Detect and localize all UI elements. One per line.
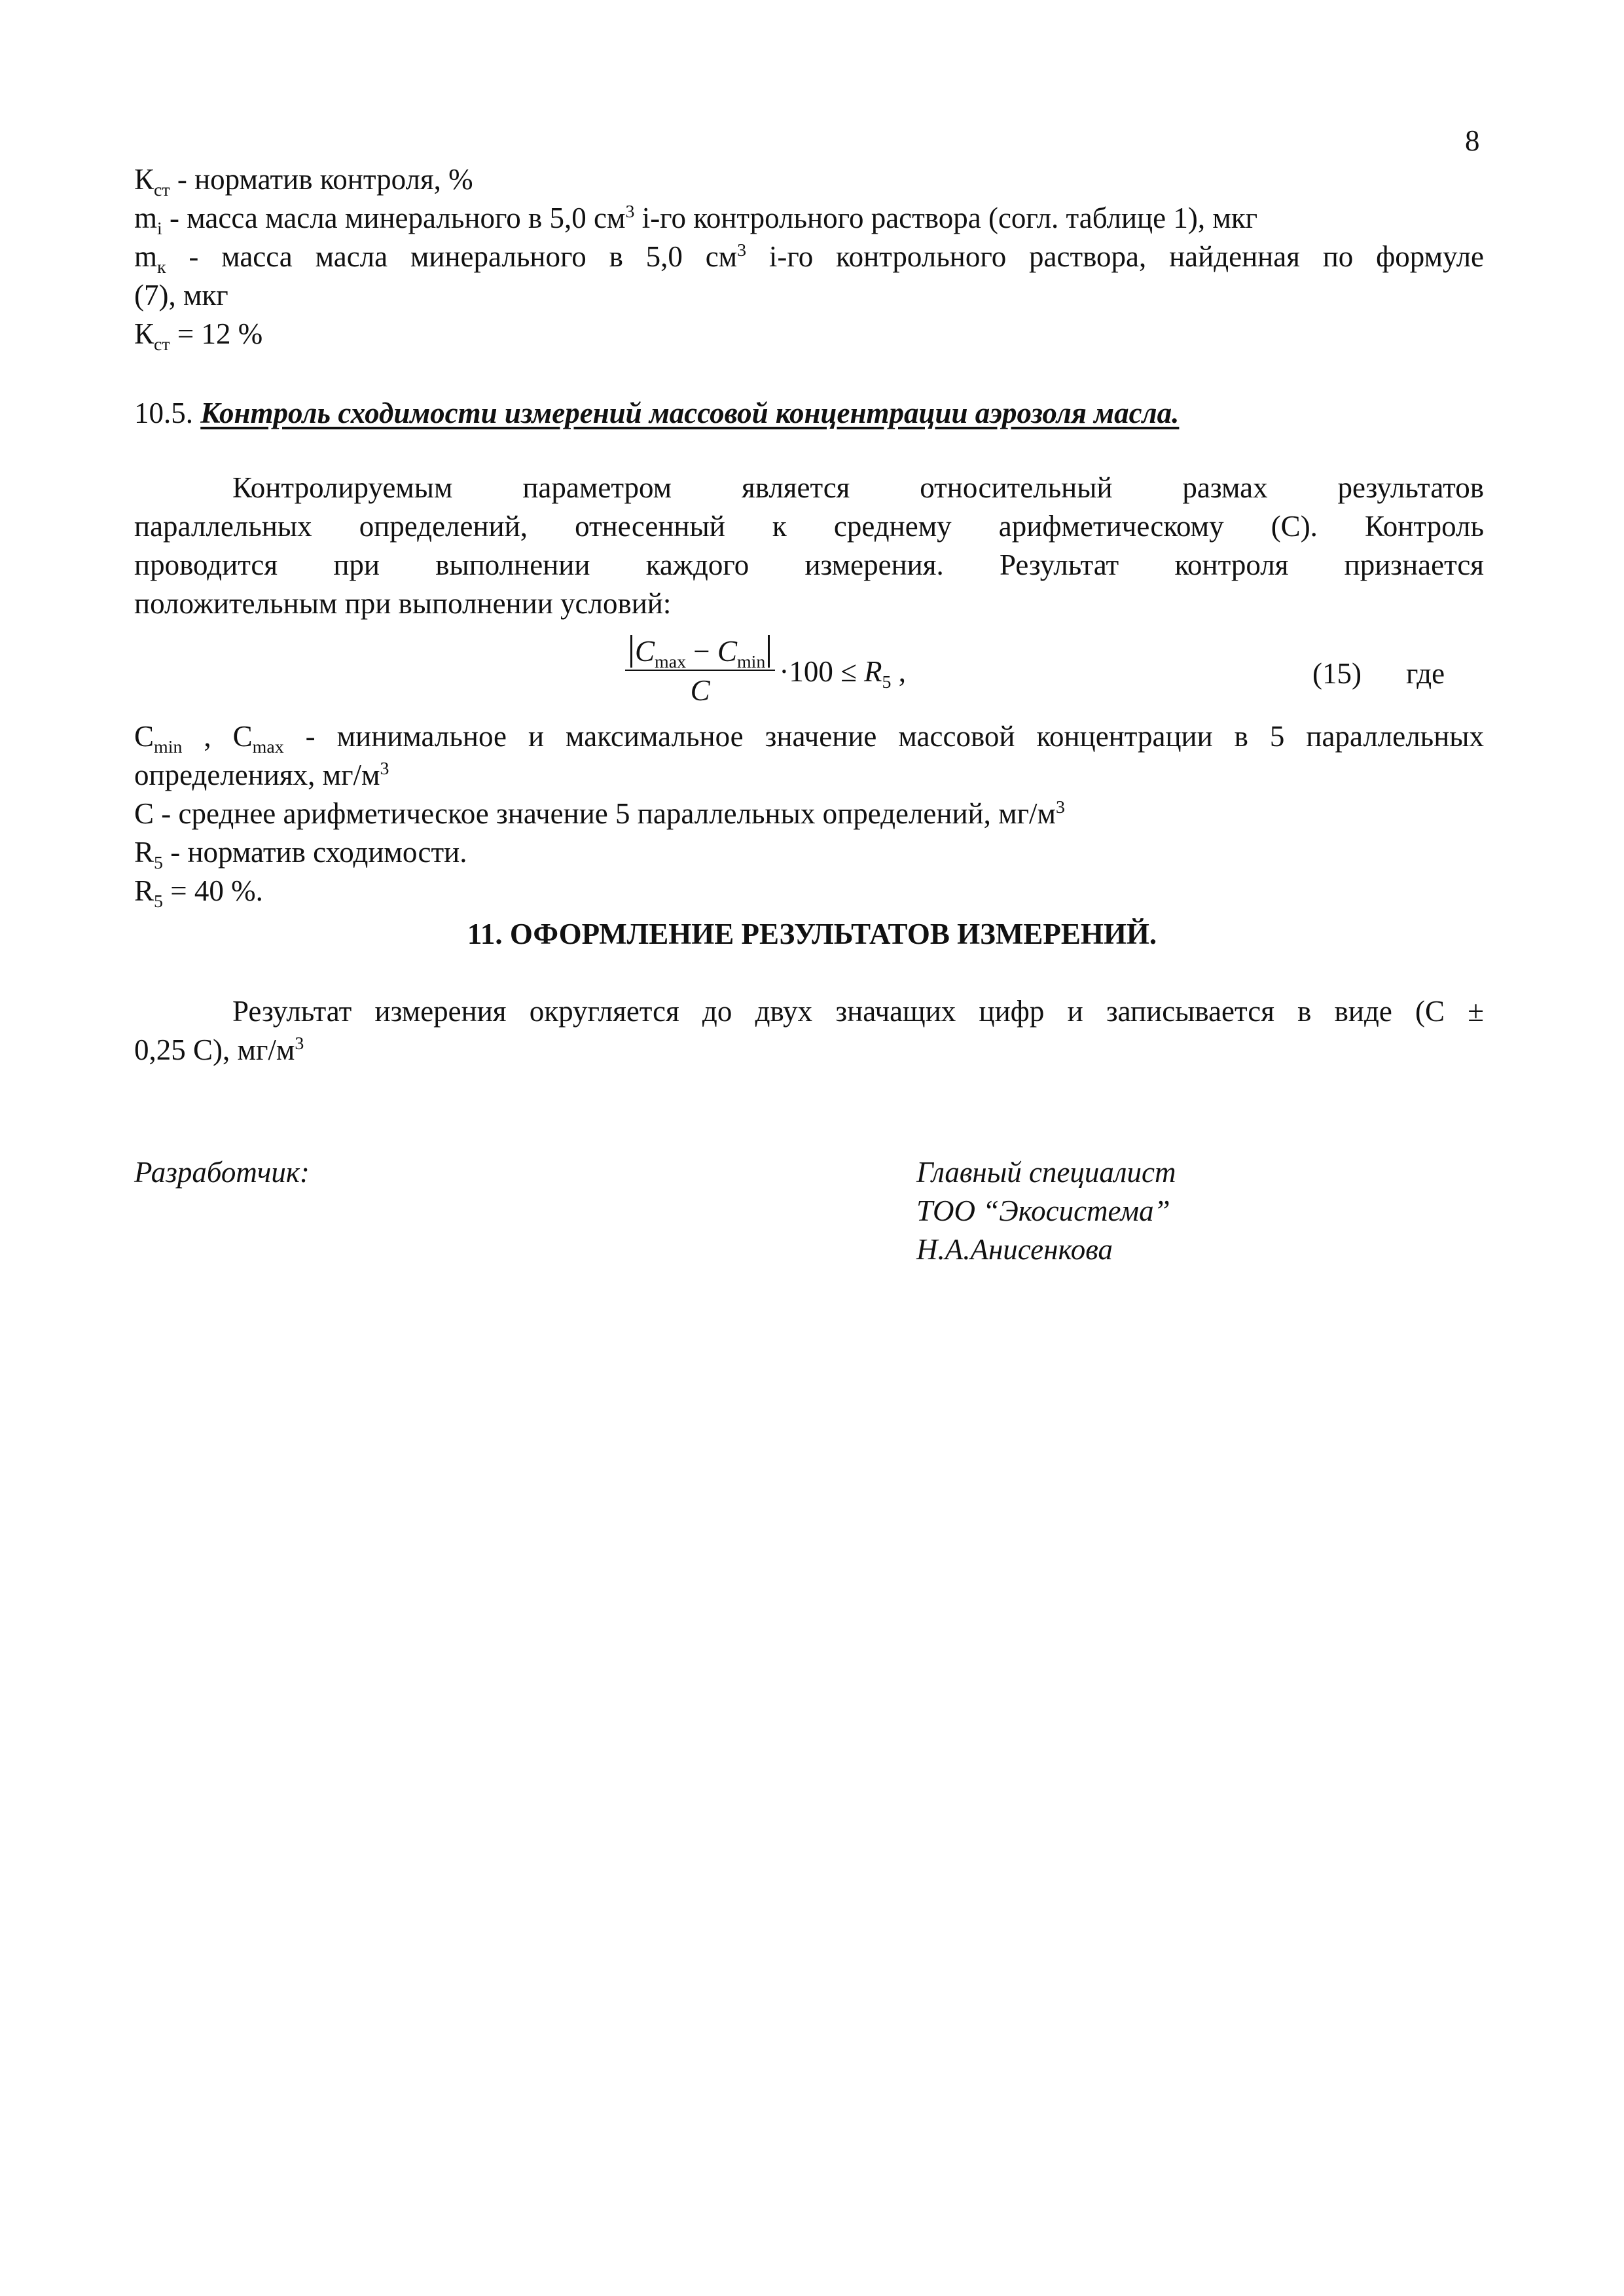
paragraph-line: Результат измерения округляется до двух значащих цифр и записывается в виде (С ±: [232, 995, 1484, 1028]
definition-c: С - среднее арифметическое значение 5 параллельных определений, $мг/м^3$: [134, 797, 1065, 830]
definition-mk-continued: (7), мкг: [134, 279, 228, 312]
section-11-paragraph: [134, 992, 1484, 1069]
definition-mi-text-b: i-го контрольного раствора (согл. таблице 1), мкг: [634, 202, 1258, 234]
formula-denominator: C: [690, 674, 710, 707]
paragraph-line: проводится при выполнении каждого измерения. Результат контроля признается: [134, 548, 1484, 581]
formula-definitions: [134, 717, 1484, 910]
section-10-5-heading: [134, 394, 1484, 433]
signature-name: Н.А.Анисенкова: [916, 1233, 1113, 1266]
paragraph-line: положительным при выполнении условий:: [134, 587, 672, 620]
signature-position: Главный специалист: [916, 1156, 1176, 1189]
definitions-top: [134, 160, 1484, 353]
superscript: 3: [737, 240, 747, 260]
page-number: 8: [1465, 124, 1480, 157]
symbol-m: m: [134, 240, 158, 273]
paragraph-line: параллельных определений, отнесенный к среднему арифметическому (С). Контроль: [134, 510, 1484, 543]
signature-organization: ТОО “Экосистема”: [916, 1194, 1170, 1227]
formula-numerator: $C_{max} - C_{min}$: [625, 633, 775, 671]
definition-kst-text: - норматив контроля, %: [170, 163, 473, 196]
definition-mk: [134, 238, 1484, 276]
symbol-m-subscript: i: [157, 219, 162, 239]
paragraph-line: 0,25 С), $мг/м^3$: [134, 1033, 304, 1066]
r5-value: $R_5 = 40$ %.: [134, 874, 263, 912]
definition-r5: $R_5$ - норматив сходимости.: [134, 836, 467, 873]
symbol-k-subscript: ст: [154, 334, 170, 355]
symbol-m: m: [134, 202, 158, 234]
symbol-k: К: [134, 317, 154, 350]
equation-number: (15): [1312, 657, 1362, 690]
section-number: 10.5.: [134, 397, 201, 429]
definition-mi: [134, 199, 1484, 238]
formula-15: [625, 626, 906, 717]
definition-kst: [134, 160, 1484, 199]
section-title: Контроль сходимости измерений массовой концентрации аэрозоля масла.: [200, 397, 1180, 429]
kst-value-text: = 12 %: [170, 317, 263, 350]
symbol-k-subscript: ст: [154, 180, 170, 200]
superscript: 3: [625, 202, 635, 222]
definition-cmin-cmax-continued: определениях, $мг/м^3$: [134, 759, 389, 791]
signature-block: [916, 1153, 1176, 1269]
formula-rest: $\cdot 100 \le R_5$ ,: [779, 655, 906, 692]
definition-mk-text-b: i-го контрольного раствора, найденная по формуле: [746, 240, 1484, 273]
definition-mi-text-a: - масса масла минерального в 5,0 см: [162, 202, 626, 234]
definition-mk-text-a: - масса масла минерального в 5,0 см: [166, 240, 738, 273]
kst-value: [134, 315, 1484, 353]
section-10-5-paragraph: [134, 469, 1484, 623]
section-11-heading: 11. ОФОРМЛЕНИЕ РЕЗУЛЬТАТОВ ИЗМЕРЕНИЙ.: [467, 918, 1157, 950]
symbol-k: К: [134, 163, 154, 196]
symbol-m-subscript: к: [157, 257, 166, 278]
signature-developer-label: Разработчик:: [134, 1156, 310, 1189]
formula-fraction: [625, 633, 775, 710]
definition-cmin-cmax: $C_{min}$ , $C_{max}$ - минимальное и максимальное значение массовой концентрации в 5 параллельных: [134, 720, 1485, 757]
equation-where: где: [1406, 657, 1445, 690]
paragraph-line: Контролируемым параметром является относительный размах результатов: [232, 471, 1484, 504]
